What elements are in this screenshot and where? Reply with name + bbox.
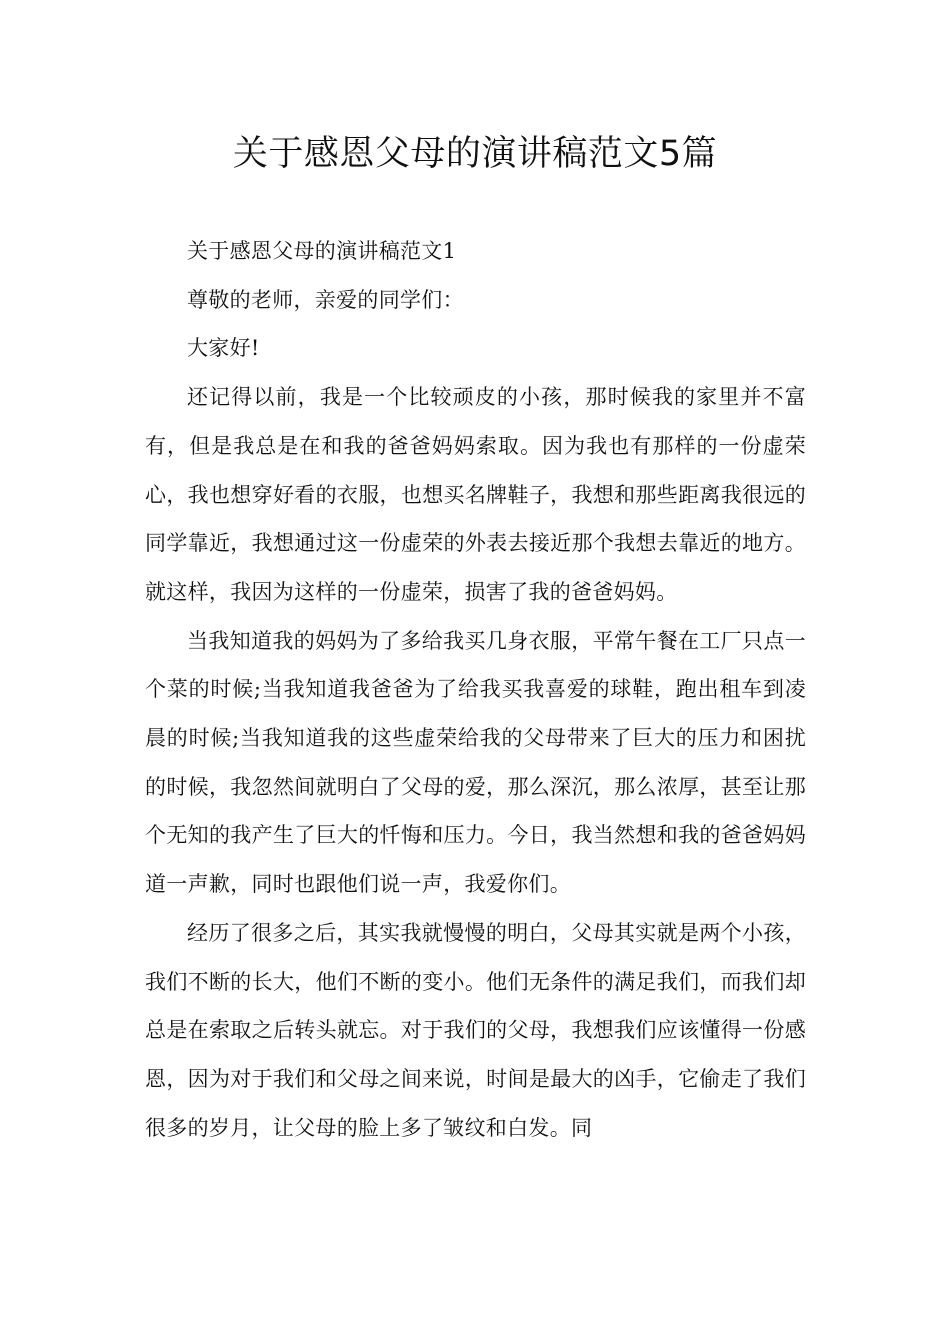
- document-body: [145, 227, 806, 1152]
- paragraph: 还记得以前，我是一个比较顽皮的小孩，那时候我的家里并不富有，但是我总是在和我的爸爸妈妈索取。因为我也有那样的一份虚荣心，我也想穿好看的衣服，也想买名牌鞋子，我想和那些距离我很远的同学靠近，我想通过这一份虚荣的外表去接近那个我想去靠近的地方。就这样，我因为这样的一份虚荣，损害了我的爸爸妈妈。: [145, 385, 806, 604]
- section-heading: 关于感恩父母的演讲稿范文1: [187, 239, 457, 263]
- paragraph: 经历了很多之后，其实我就慢慢的明白，父母其实就是两个小孩，我们不断的长大，他们不断的变小。他们无条件的满足我们，而我们却总是在索取之后转头就忘。对于我们的父母，我想我们应该懂得一份感恩，因为对于我们和父母之间来说，时间是最大的凶手，它偷走了我们很多的岁月，让父母的脸上多了皱纹和白发。同: [145, 920, 806, 1140]
- salutation: 尊敬的老师，亲爱的同学们：: [187, 287, 464, 312]
- greeting: 大家好!: [187, 336, 260, 361]
- document-title: 关于感恩父母的演讲稿范文5篇: [232, 134, 718, 174]
- paragraph: 当我知道我的妈妈为了多给我买几身衣服，平常午餐在工厂只点一个菜的时候;当我知道我爸爸为了给我买我喜爱的球鞋，跑出租车到凌晨的时候;当我知道我的这些虚荣给我的父母带来了巨大的压力和困扰的时候，我忽然间就明白了父母的爱，那么深沉，那么浓厚，甚至让那个无知的我产生了巨大的忏悔和压力。今日，我当然想和我的爸爸妈妈道一声歉，同时也跟他们说一声，我爱你们。: [145, 628, 806, 897]
